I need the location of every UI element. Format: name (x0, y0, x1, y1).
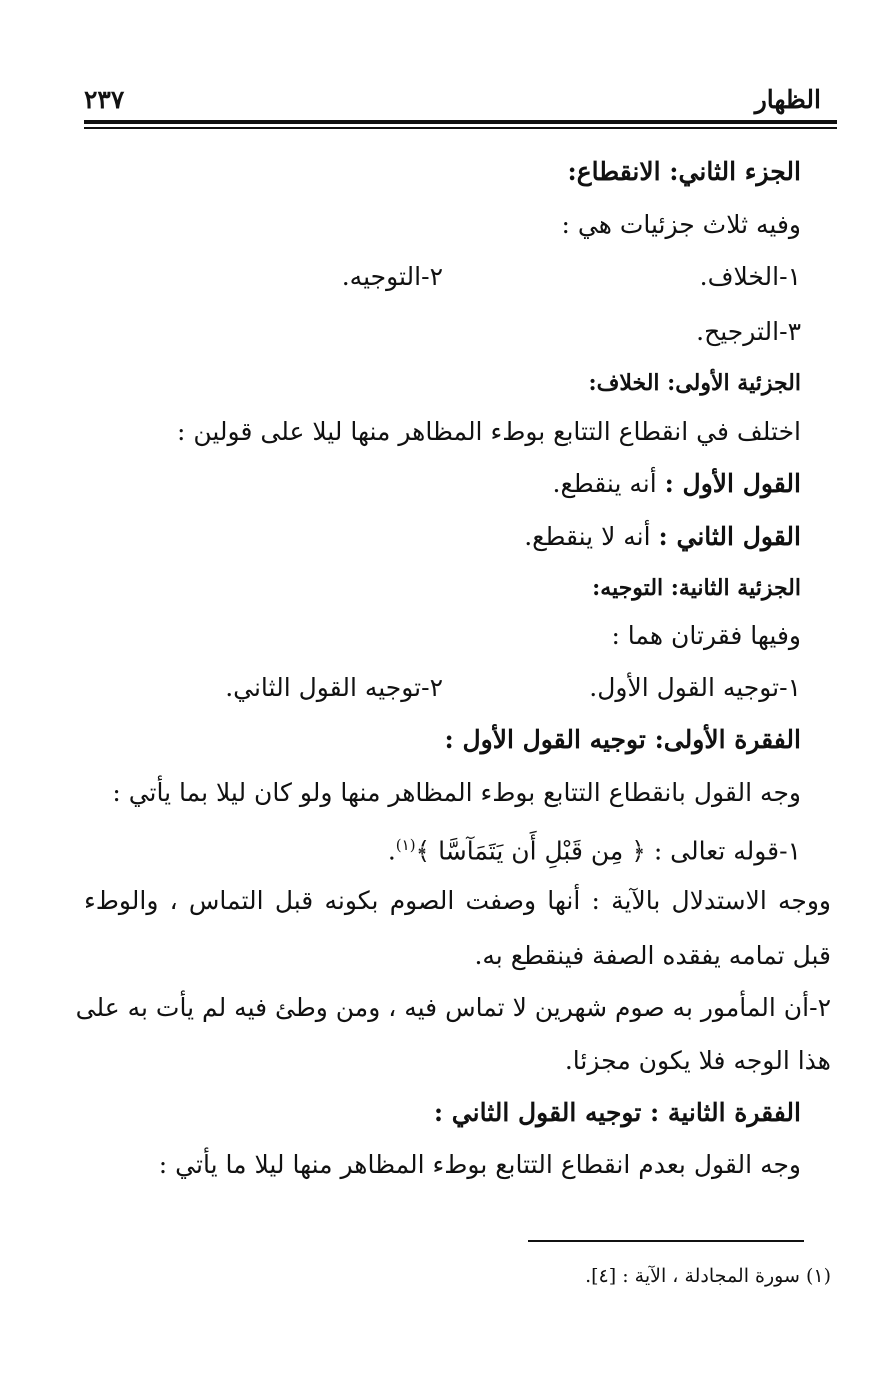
para1-item-2-line-2: هذا الوجه فلا يكون مجزئا. (564, 1046, 831, 1075)
part2-item-2: ٢-التوجيه. (341, 262, 443, 291)
running-header-title: الظهار (754, 85, 821, 114)
opinion-1-label: القول الأول : (664, 469, 801, 498)
part2-item-3: ٣-الترجيح. (696, 317, 801, 346)
para1-heading: الفقرة الأولى: توجيه القول الأول : (444, 725, 801, 754)
quran-verse: ١-قوله تعالى : ﴿ مِن قَبْلِ أَن يَتَمَآسَّا ﴾ (415, 836, 801, 866)
sub2-intro: وفيها فقرتان هما : (611, 621, 801, 650)
para1-item-1-end: . (387, 836, 396, 866)
opinion-1 (553, 466, 801, 502)
opinion-1-text: أنه ينقطع. (552, 469, 665, 498)
footnote-ref: (١) (395, 836, 416, 854)
para1-item-1 (388, 827, 801, 869)
para2-intro: وجه القول بعدم انقطاع التتابع بوطء المظاهر منها ليلا ما يأتي : (158, 1150, 801, 1179)
header-rule-thick (84, 120, 837, 124)
part2-item-1: ١-الخلاف. (699, 262, 801, 291)
page-number: ٢٣٧ (84, 85, 125, 114)
para1-evidence-line-2: قبل تمامه يفقده الصفة فينقطع به. (474, 941, 831, 970)
para2-heading: الفقرة الثانية : توجيه القول الثاني : (433, 1098, 801, 1127)
para1-evidence-line-1: ووجه الاستدلال بالآية : أنها وصفت الصوم بكونه قبل التماس ، والوطء (84, 886, 831, 915)
opinion-2-label: القول الثاني : (658, 522, 801, 551)
sub1-heading: الجزئية الأولى: الخلاف: (588, 370, 801, 396)
para1-intro: وجه القول بانقطاع التتابع بوطء المظاهر منها ولو كان ليلا بما يأتي : (112, 778, 801, 807)
opinion-2 (524, 519, 801, 555)
opinion-2-text: أنه لا ينقطع. (524, 522, 659, 551)
sub2-heading: الجزئية الثانية: التوجيه: (592, 575, 801, 601)
part2-heading: الجزء الثاني: الانقطاع: (567, 157, 801, 186)
header-rule-thin (84, 127, 837, 129)
sub2-item-2: ٢-توجيه القول الثاني. (225, 673, 443, 702)
footnote-separator (528, 1240, 804, 1242)
para1-item-2-line-1: ٢-أن المأمور به صوم شهرين لا تماس فيه ، ومن وطئ فيه لم يأت به على (75, 993, 831, 1022)
part2-intro: وفيه ثلاث جزئيات هي : (561, 210, 801, 239)
sub1-text: اختلف في انقطاع التتابع بوطء المظاهر منها ليلا على قولين : (176, 417, 801, 446)
footnote: (١) سورة المجادلة ، الآية : [٤]. (585, 1265, 831, 1287)
sub2-item-1: ١-توجيه القول الأول. (589, 673, 801, 702)
